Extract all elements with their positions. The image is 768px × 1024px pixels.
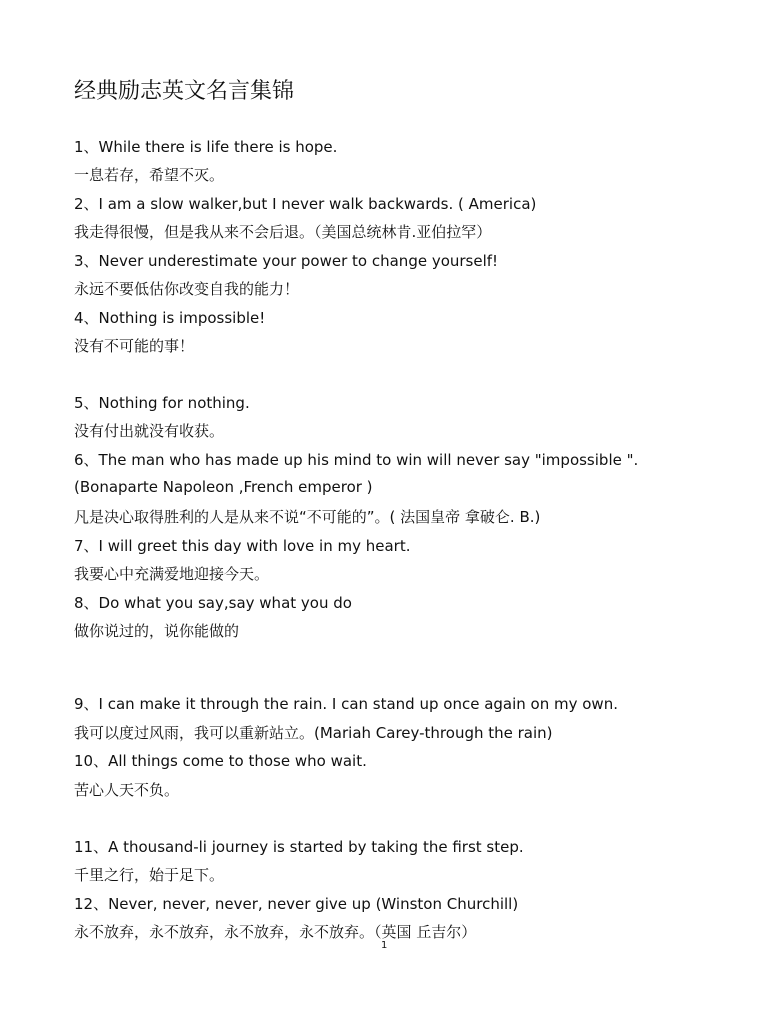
quote-2-chinese: 我走得很慢，但是我从来不会后退。（美国总统林肯.亚伯拉罕） — [74, 223, 492, 241]
quote-8-chinese: 做你说过的，说你能做的 — [74, 622, 240, 640]
quote-9-chinese: 我可以度过风雨，我可以重新站立。(Mariah Carey-through the rain) — [74, 724, 553, 742]
quote-6-chinese: 凡是决心取得胜利的人是从来不说“不可能的”。( 法国皇帝 拿破仑. B.) — [74, 508, 541, 526]
quote-3-chinese: 永远不要低估你改变自我的能力！ — [74, 280, 300, 298]
quote-10-chinese: 苦心人天不负。 — [74, 781, 180, 799]
quote-1-english: 1、While there is life there is hope. — [74, 138, 338, 156]
quote-7-english: 7、I will greet this day with love in my heart. — [74, 537, 411, 555]
quote-1-chinese: 一息若存，希望不灭。 — [74, 166, 225, 184]
quote-11-english: 11、A thousand-li journey is started by taking the first step. — [74, 838, 524, 856]
quote-12-english: 12、Never, never, never, never give up (Winston Churchill) — [74, 895, 519, 913]
page-number: 1 — [381, 940, 388, 951]
page-title: 经典励志英文名言集锦 — [74, 79, 295, 104]
quote-6-english: 6、The man who has made up his mind to win will never say "impossible ". — [74, 451, 639, 469]
quote-12-chinese: 永不放弃，永不放弃，永不放弃，永不放弃。（英国 丘吉尔） — [74, 923, 477, 941]
quote-7-chinese: 我要心中充满爱地迎接今天。 — [74, 565, 270, 583]
quote-9-english: 9、I can make it through the rain. I can stand up once again on my own. — [74, 695, 618, 713]
quote-10-english: 10、All things come to those who wait. — [74, 752, 367, 770]
quote-8-english: 8、Do what you say,say what you do — [74, 594, 352, 612]
quote-5-english: 5、Nothing for nothing. — [74, 394, 250, 412]
quote-3-english: 3、Never underestimate your power to change yourself! — [74, 252, 499, 270]
quote-11-chinese: 千里之行，始于足下。 — [74, 866, 225, 884]
quote-4-english: 4、Nothing is impossible! — [74, 309, 266, 327]
quote-6-attribution: (Bonaparte Napoleon ,French emperor ) — [74, 478, 373, 496]
quote-2-english: 2、I am a slow walker,but I never walk backwards. ( America) — [74, 195, 537, 213]
quote-5-chinese: 没有付出就没有收获。 — [74, 422, 225, 440]
quote-4-chinese: 没有不可能的事！ — [74, 337, 195, 355]
